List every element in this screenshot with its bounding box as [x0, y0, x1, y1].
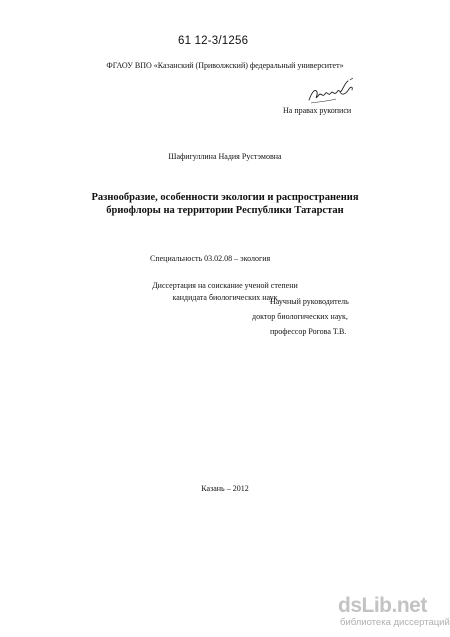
title-line-2: бриофлоры на территории Республики Татарстан — [106, 205, 344, 216]
supervisor-line-3: профессор Рогова Т.В. — [270, 327, 347, 336]
supervisor-line-1: Научный руководитель — [270, 297, 349, 306]
institution-name: ФГАОУ ВПО «Казанский (Приволжский) федеральный университет» — [106, 61, 344, 70]
supervisor-block — [252, 294, 362, 339]
city-year: Казань – 2012 — [201, 484, 249, 493]
watermark-tagline: библиотека диссертаций — [340, 617, 450, 628]
rights-note: На правах рукописи — [283, 106, 352, 115]
specialty: Специальность 03.02.08 – экология — [150, 254, 271, 263]
author-name: Шафигуллина Надия Рустэмовна — [168, 152, 282, 161]
document-number: 61 12-3/1256 — [178, 35, 249, 47]
title-line-1: Разнообразие, особенности экологии и распространения — [91, 192, 359, 203]
watermark-logo: dsLib.net — [338, 594, 427, 617]
supervisor-line-2: доктор биологических наук, — [252, 312, 348, 321]
degree-line-1: Диссертация на соискание ученой степени — [152, 281, 298, 290]
dslib-watermark — [338, 594, 450, 632]
degree-line-2: кандидата биологических наук — [172, 292, 278, 302]
dissertation-title — [0, 191, 450, 217]
handwritten-signature — [306, 78, 356, 106]
degree-statement — [0, 280, 450, 303]
